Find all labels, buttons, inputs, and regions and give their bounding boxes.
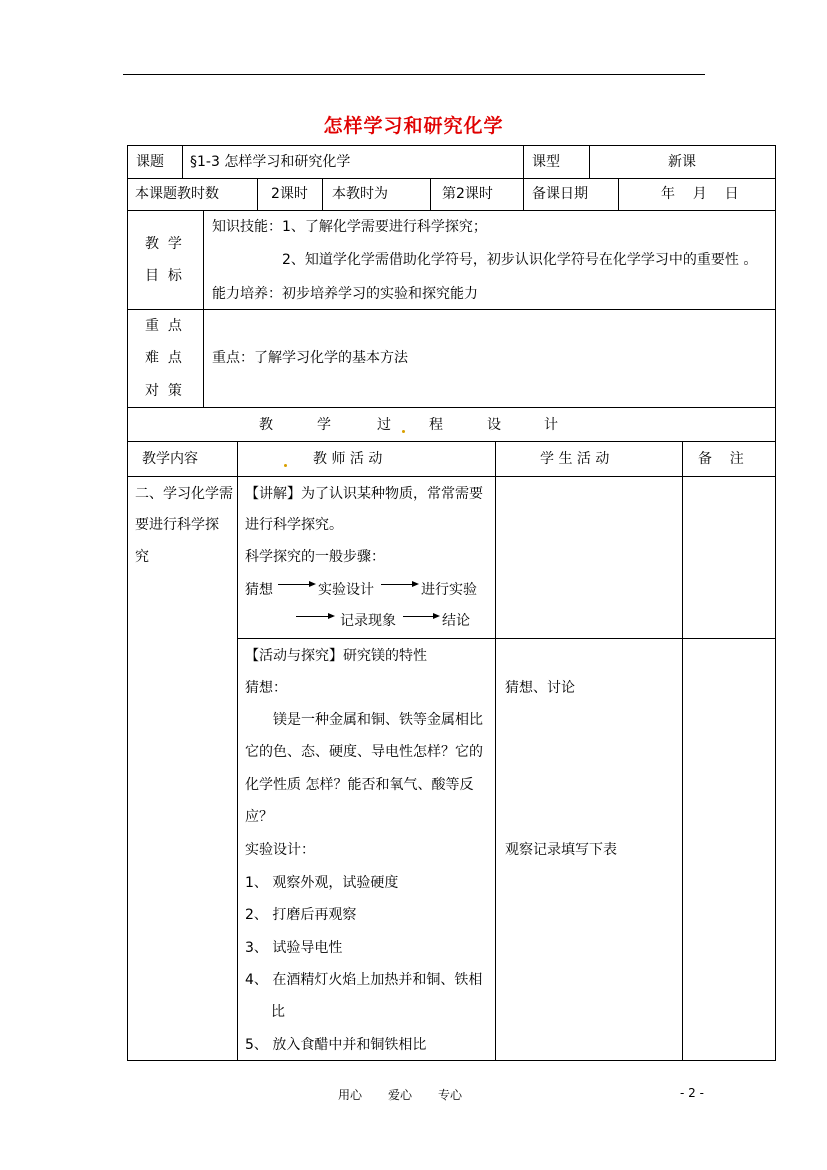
design-char: 教 <box>259 417 273 433</box>
design-char: 计 <box>544 417 558 433</box>
content-line: 二、学习化学需 <box>135 486 233 502</box>
page-number: - 2 - <box>680 1086 704 1100</box>
content-line: 究 <box>135 549 149 565</box>
goals-cell <box>203 210 776 310</box>
dot-mark <box>402 430 405 433</box>
teacher-line: 5、 放入食醋中并和铜铁相比 <box>245 1037 427 1053</box>
teacher-line: 猜想： <box>245 680 287 696</box>
page-title: 怎样学习和研究化学 <box>323 115 504 137</box>
teacher-line: 【讲解】为了认识某种物质，常常需要 <box>245 486 483 502</box>
teacher-line: 进行科学探究。 <box>245 517 343 533</box>
section1-student-cell <box>495 476 683 639</box>
design-char: 程 <box>429 417 443 433</box>
topic-label-cell <box>127 145 183 179</box>
hours-cell <box>257 178 323 211</box>
step-guess: 猜想 <box>245 582 273 598</box>
step-record: 记录现象 <box>340 613 396 629</box>
dot-mark <box>284 464 287 467</box>
date-label-cell <box>523 178 619 211</box>
type-value: 新课 <box>668 154 696 170</box>
focus-label-1: 重 点 <box>145 318 182 334</box>
teacher-line: 应？ <box>245 809 273 825</box>
teacher-line: 4、 在酒精灯火焰上加热并和铜、铁相 <box>245 972 483 988</box>
type-label-cell <box>523 145 590 179</box>
type-cell <box>589 145 776 179</box>
section2-teacher-cell <box>237 638 496 1061</box>
arrow-icon <box>381 584 417 585</box>
topic-cell <box>182 145 524 179</box>
section1-teacher-cell <box>237 476 496 639</box>
type-label: 课型 <box>532 154 560 170</box>
teacher-line: 它的色、态、硬度、导电性怎样？它的 <box>245 744 483 760</box>
hours-label: 本课题教时数 <box>135 186 219 202</box>
col-student-header <box>495 441 683 477</box>
col-note-label: 备 注 <box>698 451 744 467</box>
current-label: 本教时为 <box>332 186 388 202</box>
step-design: 实验设计 <box>318 582 374 598</box>
focus-cell <box>203 309 776 408</box>
date-cell <box>618 178 776 211</box>
design-header-cell <box>127 407 776 442</box>
hours-label-cell <box>127 178 258 211</box>
section2-note-cell <box>682 638 776 1061</box>
col-student-label: 学 生 活 动 <box>540 451 610 467</box>
arrow-icon <box>296 616 333 617</box>
col-content-label: 教学内容 <box>142 451 198 467</box>
teacher-line: 3、 试验导电性 <box>245 940 343 956</box>
teacher-line: 镁是一种金属和铜、铁等金属相比 <box>273 712 483 728</box>
student-line: 猜想、讨论 <box>505 680 575 696</box>
goals-label-1: 教 学 <box>145 236 182 252</box>
teacher-line: 2、 打磨后再观察 <box>245 907 357 923</box>
design-char: 过 <box>377 417 391 433</box>
student-line: 观察记录填写下表 <box>505 842 617 858</box>
focus-label-2: 难 点 <box>145 350 182 366</box>
col-content-header <box>127 441 238 477</box>
goals-line-3: 能力培养：初步培养学习的实验和探究能力 <box>212 286 478 302</box>
teacher-line: 【活动与探究】研究镁的特性 <box>245 648 427 664</box>
arrow-icon <box>278 584 314 585</box>
topic-label: 课题 <box>136 154 164 170</box>
goals-label-cell <box>127 210 204 310</box>
footer-motto-3: 专心 <box>438 1088 463 1102</box>
date-value: 年 月 日 <box>661 186 739 202</box>
design-char: 设 <box>487 417 501 433</box>
step-experiment: 进行实验 <box>421 582 477 598</box>
header-rule <box>123 74 705 75</box>
teacher-line: 1、 观察外观，试验硬度 <box>245 875 399 891</box>
goals-label-2: 目 标 <box>145 268 182 284</box>
hours-value: 2课时 <box>271 186 308 202</box>
content-line: 要进行科学探 <box>135 517 219 533</box>
goals-line-1: 知识技能：1、了解化学需要进行科学探究； <box>212 219 487 235</box>
teacher-line: 比 <box>271 1004 285 1020</box>
date-label: 备课日期 <box>532 186 588 202</box>
teacher-line: 实验设计： <box>245 842 315 858</box>
step-conclusion: 结论 <box>442 613 470 629</box>
current-cell <box>430 178 524 211</box>
teacher-line: 化学性质 怎样？能否和氧气、酸等反 <box>245 777 474 793</box>
focus-label-cell <box>127 309 204 408</box>
focus-label-3: 对 策 <box>145 383 182 399</box>
col-teacher-header <box>237 441 496 477</box>
footer-motto-1: 用心 <box>338 1088 363 1102</box>
teacher-line: 科学探究的一般步骤： <box>245 549 385 565</box>
section1-note-cell <box>682 476 776 639</box>
content-column <box>127 476 238 1061</box>
current-label-cell <box>322 178 431 211</box>
col-note-header <box>682 441 776 477</box>
current-value: 第2课时 <box>442 186 493 202</box>
footer-motto-2: 爱心 <box>388 1088 413 1102</box>
goals-line-2: 2、知道学化学需借助化学符号，初步认识化学符号在化学学习中的重要性 。 <box>282 252 758 268</box>
focus-text: 重点：了解学习化学的基本方法 <box>212 350 408 366</box>
topic-value: §1-3 怎样学习和研究化学 <box>190 154 351 170</box>
design-char: 学 <box>317 417 331 433</box>
section2-student-cell <box>495 638 683 1061</box>
arrow-icon <box>403 616 438 617</box>
col-teacher-label: 教 师 活 动 <box>313 451 383 467</box>
